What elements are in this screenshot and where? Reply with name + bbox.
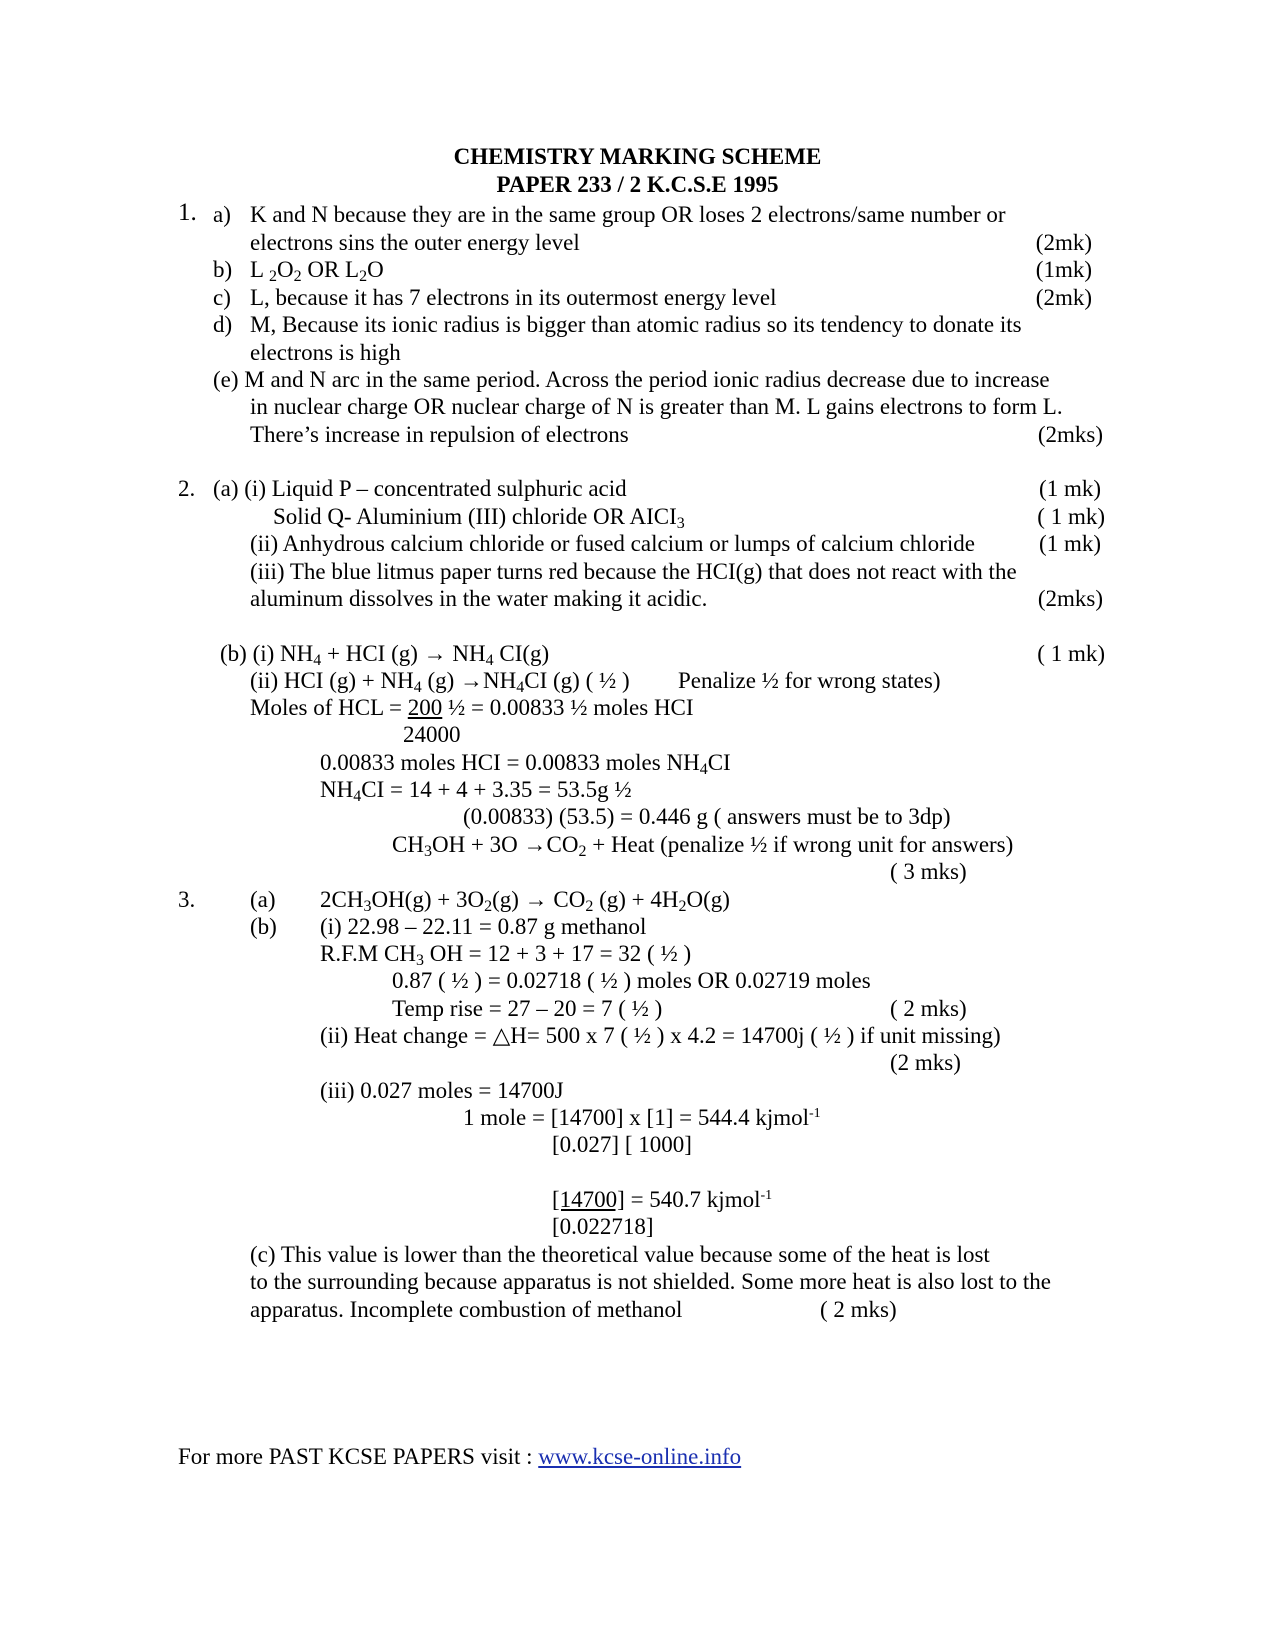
q2-a-line5: aluminum dissolves in the water making it acidic.: [250, 586, 708, 611]
footer-text: For more PAST KCSE PAPERS visit :: [178, 1444, 539, 1469]
q1-c-mark: (2mk): [1035, 285, 1092, 310]
page-title: CHEMISTRY MARKING SCHEME: [453, 144, 822, 169]
q3-b-line3: 0.87 ( ½ ) = 0.02718 ( ½ ) moles OR 0.02719 moles: [392, 968, 871, 993]
q1-e-mark: (2mks): [1037, 422, 1103, 447]
q2-a-line1: (a) (i) Liquid P – concentrated sulphuric acid: [213, 476, 627, 501]
q2-b-line5: 0.00833 moles HCI = 0.00833 moles $NH_4CI$: [320, 750, 731, 778]
page-subtitle: PAPER 233 / 2 K.C.S.E 1995: [496, 172, 779, 197]
q2-b-line2-note: Penalize ½ for wrong states): [678, 668, 941, 693]
question-3-number: 3.: [178, 887, 196, 912]
q2-a-line3: (ii) Anhydrous calcium chloride or fused calcium or lumps of calcium chloride: [250, 531, 975, 556]
q1-c-text: L, because it has 7 electrons in its outermost energy level: [250, 285, 777, 310]
footer: [178, 1443, 741, 1471]
q3-b-line5-mark: (2 mks): [890, 1050, 961, 1075]
q3-b-line1: (i) 22.98 – 22.11 = 0.87 g methanol: [320, 914, 647, 939]
q2-b-line1-mark: ( 1 mk): [1037, 641, 1105, 666]
q2-b-line3: Moles of HCL = 200 ½ = 0.00833 ½ moles HCI: [250, 695, 694, 720]
q1-a-label: a): [213, 202, 231, 227]
q3-b-line4: Temp rise = 27 – 20 = 7 ( ½ ): [392, 996, 663, 1021]
q3-b-line10: [0.022718]: [552, 1214, 654, 1239]
q2-b-line2: (ii) HCI $(g) + NH_4$ $(g) \to NH_4CI$ (g) ( ½ ): [250, 668, 630, 696]
q2-b-line1: (b) (i) $NH_4$ + HCI $(g) \to NH_4$ CI(g): [220, 641, 550, 669]
q3-c-line3: apparatus. Incomplete combustion of methanol: [250, 1297, 683, 1322]
q1-a-line2: electrons sins the outer energy level: [250, 230, 580, 255]
q2-b-line7: (0.00833) (53.5) = 0.446 g ( answers must be to 3dp): [463, 804, 951, 829]
q1-a-line1: K and N because they are in the same group OR loses 2 electrons/same number or: [250, 202, 1006, 227]
q3-b-line5: (ii) Heat change = △H= 500 x 7 ( ½ ) x 4.2 = 14700j ( ½ ) if unit missing): [320, 1023, 1001, 1048]
q3-b-line7: 1 mole = [14700] x [1] = 544.4 kjmol$^{-1}$: [463, 1105, 821, 1130]
q3-b-line6: (iii) 0.027 moles = 14700J: [320, 1078, 564, 1103]
q1-e-line3: There’s increase in repulsion of electrons: [250, 422, 629, 447]
q3-b-line9: [14700] = 540.7 kjmol$^{-1}$: [552, 1187, 773, 1212]
q2-a-line1-mark: (1 mk): [1039, 476, 1101, 501]
q1-b-text: L $_2O_2$ OR $L_2O$: [250, 257, 384, 285]
q1-d-line2: electrons is high: [250, 340, 401, 365]
q3-a-equation: $2CH_3OH(g) + 3O_2(g) \to CO_2$ $(g) + 4H_2O(g)$: [320, 887, 730, 915]
question-2-number: 2.: [178, 476, 196, 501]
q3-a-label: (a): [250, 887, 276, 912]
q1-a-mark: (2mk): [1035, 230, 1092, 255]
q3-b-line2: R.F.M $CH_3$ OH = 12 + 3 + 17 = 32 ( ½ ): [320, 941, 692, 969]
question-1-number: 1.: [178, 199, 197, 226]
q3-b-line4-mark: ( 2 mks): [890, 996, 967, 1021]
q3-c-mark: ( 2 mks): [820, 1297, 897, 1322]
q2-a-line3-mark: (1 mk): [1039, 531, 1101, 556]
q1-e-line2: in nuclear charge OR nuclear charge of N is greater than M. L gains electrons to form L.: [250, 394, 1063, 419]
q1-d-label: d): [213, 312, 233, 337]
q2-b-line4: 24000: [403, 722, 461, 747]
q2-a-line2-mark: ( 1 mk): [1037, 504, 1105, 529]
q1-d-line1: M, Because its ionic radius is bigger than atomic radius so its tendency to donate its: [250, 312, 1022, 337]
q1-b-label: b): [213, 257, 233, 282]
q3-b-label: (b): [250, 914, 277, 939]
q2-b-line8-mark: ( 3 mks): [890, 859, 967, 884]
q2-a-line5-mark: (2mks): [1037, 586, 1103, 611]
q2-b-line6: $NH_4CI = 14 + 4 + 3.35 = 53.5g$ ½: [320, 777, 632, 805]
q3-c-line1: (c) This value is lower than the theoretical value because some of the heat is lost: [250, 1242, 990, 1267]
q3-b-line8: [0.027] [ 1000]: [552, 1132, 692, 1157]
q1-b-mark: (1mk): [1035, 257, 1092, 282]
q2-a-line4: (iii) The blue litmus paper turns red because the HCI(g) that does not react with the: [250, 559, 1017, 584]
q1-c-label: c): [213, 285, 231, 310]
q3-c-line2: to the surrounding because apparatus is not shielded. Some more heat is also lost to the: [250, 1269, 1052, 1294]
q1-e-line1: (e) M and N arc in the same period. Across the period ionic radius decrease due to increase: [213, 367, 1050, 392]
footer-link[interactable]: www.kcse-online.info: [538, 1444, 742, 1469]
q2-a-line2: Solid Q- Aluminium (III) chloride OR $AICI_3$: [273, 504, 685, 532]
q2-b-line8: $CH_3OH + 3O \to CO_2$ + Heat (penalize ½ if wrong unit for answers): [392, 832, 1014, 860]
